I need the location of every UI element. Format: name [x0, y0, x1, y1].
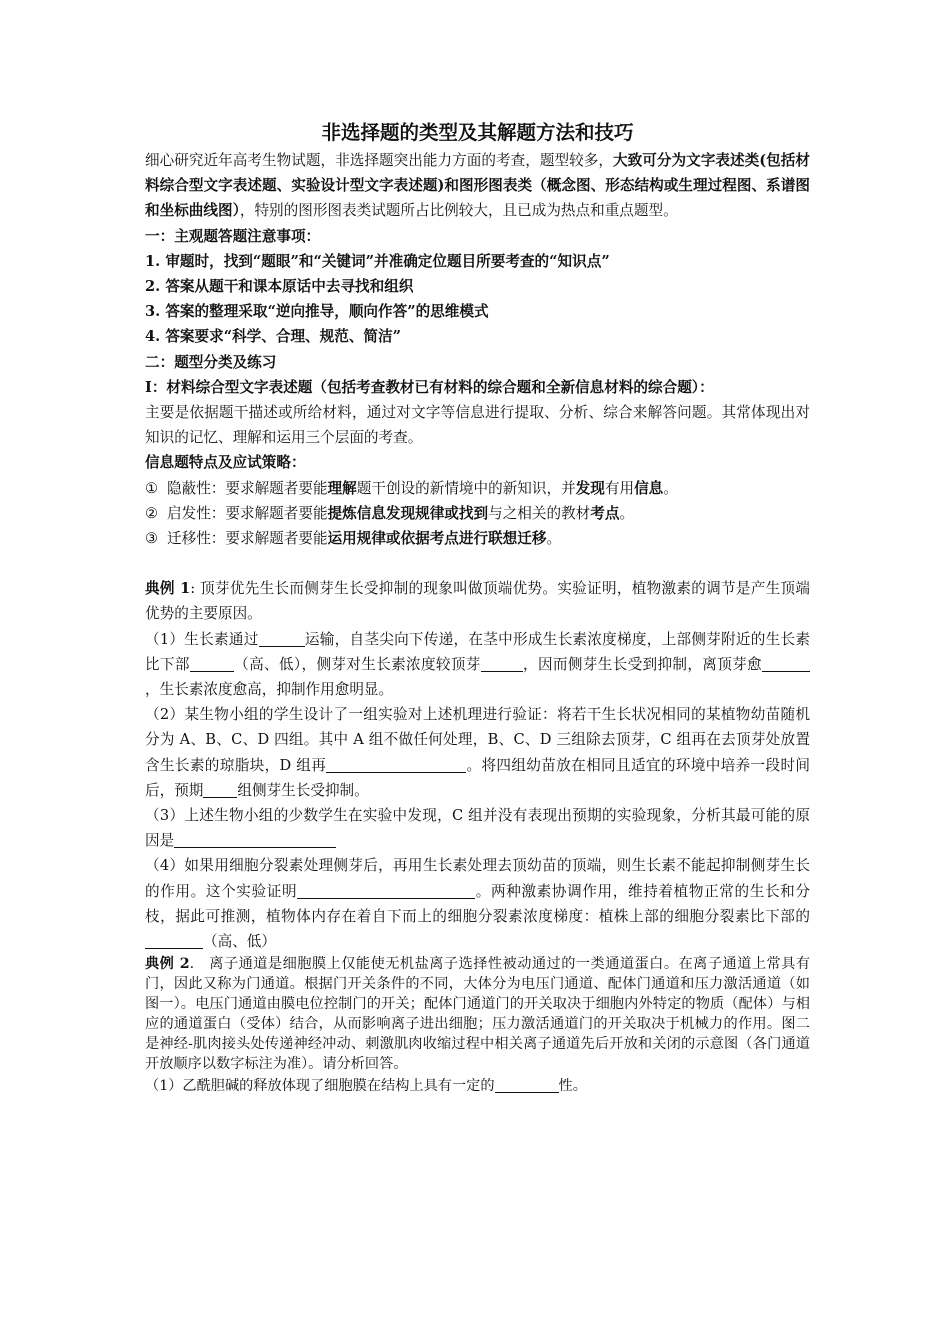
intro-bold-text: 大致可分为文字表述类(包括材料综合型文字表述题、实验设计型文字表述题)和图形图表类（概念图、形态结构或生理过程图、系谱图和坐标曲线图） [145, 152, 811, 220]
answer-blank[interactable] [174, 831, 336, 848]
section1-item-2: 2. 答案从题干和课本原话中去寻找和组织 [145, 278, 414, 296]
answer-blank[interactable] [203, 781, 237, 798]
question-text: （1）生长素通过 [145, 630, 259, 648]
strategy-number: ③ [145, 530, 159, 548]
question-text: 。两种激素协调作用，维持着植物正常的生长和分枝，据此可推测，植物体内存在着自下而上的细胞分裂素浓度梯度：植株上部的细胞分裂素比下部的 [145, 882, 810, 925]
section1-heading: 一：主观题答题注意事项： [145, 227, 321, 245]
question-text: 。将四组幼苗放在相同且适宜的环境中培养一段时间后，预期 [145, 756, 810, 799]
strategy-text: 题干创设的新情境中的新知识，并 [356, 479, 576, 497]
example2-intro [145, 954, 810, 1074]
strategy-text: 隐蔽性：要求解题者要能 [167, 479, 328, 497]
strategy-number: ① [145, 479, 159, 497]
question-text: （3）上述生物小组的少数学生在实验中发现，C 组并没有表现出预期的实验现象，分析其最可能的原因是 [145, 807, 810, 850]
strategy-bold: 运用规律或依据考点进行联想迁移 [327, 530, 547, 548]
answer-blank[interactable] [326, 756, 466, 773]
strategy-text: 。 [619, 504, 635, 522]
answer-blank[interactable] [481, 655, 523, 672]
example1-question-1 [145, 627, 810, 703]
question-text: （2）某生物小组的学生设计了一组实验对上述机理进行验证：将若干生长状况相同的某植物幼苗随机分为 A、B、C、D 四组。其中 A 组不做任何处理，B、C、D 三组除去顶芽，C 组再在去顶芽处放置含生长素的琼脂块，D 组再 [145, 706, 810, 774]
question-text: 运输，自茎尖向下传递，在茎中形成生长素浓度梯度，上部侧芽附近的生长素比下部 [145, 630, 810, 673]
section1-item-3: 3. 答案的整理采取“逆向推导，顺向作答”的思维模式 [145, 303, 489, 321]
strategy-heading: 信息题特点及应试策略： [145, 454, 306, 472]
strategy-item-1 [145, 476, 810, 501]
example2-question-1 [145, 1076, 810, 1096]
example2-label: 典例 2 [145, 956, 190, 973]
strategy-bold: 信息 [634, 479, 664, 497]
answer-blank[interactable] [190, 655, 234, 672]
section2-description: 主要是依据题干描述或所给材料，通过对文字等信息进行提取、分析、综合来解答问题。其常体现出对知识的记忆、理解和运用三个层面的考查。 [145, 404, 810, 447]
strategy-text: 。 [546, 530, 562, 548]
question-text: （4）如果用细胞分裂素处理侧芽后，再用生长素处理去顶幼苗的顶端，则生长素不能起抑制侧芽生长的作用。这个实验证明 [145, 857, 810, 900]
section1-item-1: 1. 审题时，找到“题眼”和“关键词”并准确定位题目所要考查的“知识点” [145, 252, 610, 270]
question-text: 组侧芽生长受抑制。 [237, 781, 369, 799]
spacer [145, 551, 810, 576]
example2-intro-text: . 离子通道是细胞膜上仅能使无机盐离子选择性被动通过的一类通道蛋白。在离子通道上常具有门，因此又称为门通道。根据门开关条件的不同，大体分为电压门通道、配体门通道和压力激活通道（如图一）。电压门通道由膜电位控制门的开关；配体门通道门的开关取决于细胞内外特定的物质（配体）与相应的通道蛋白（受体）结合，从而影响离子进出细胞；压力激活通道门的开关取决于机械力的作用。图二是神经-肌肉接头处传递神经冲动、刺激肌肉收缩过程中相关离子通道先后开放和关闭的示意图（各门通道开放顺序以数字标注为准）。请分析回答。 [145, 956, 811, 1073]
intro-text: 细心研究近年高考生物试题，非选择题突出能力方面的考查，题型较多， [145, 152, 613, 169]
question-text: 性。 [558, 1078, 587, 1095]
answer-blank[interactable] [259, 630, 305, 647]
intro-text-end: ，特别的图形图表类试题所占比例较大，且已成为热点和重点题型。 [239, 202, 678, 220]
example1-intro-text: : 顶芽优先生长而侧芽生长受抑制的现象叫做顶端优势。实验证明，植物激素的调节是产生顶端优势的主要原因。 [145, 580, 810, 623]
example1-intro [145, 576, 810, 626]
question-text: ，生长素浓度愈高，抑制作用愈明显。 [145, 681, 394, 699]
document-page [145, 118, 810, 1096]
strategy-text: 。 [663, 479, 678, 497]
question-text: （高、低） [203, 933, 276, 951]
section2-sub-heading: Ⅰ：材料综合型文字表述题（包括考查教材已有材料的综合题和全新信息材料的综合题）： [145, 378, 714, 396]
section2-heading: 二：题型分类及练习 [145, 353, 277, 371]
example1-question-4 [145, 853, 810, 954]
answer-blank[interactable] [297, 882, 475, 899]
question-text: （1）乙酰胆碱的释放体现了细胞膜在结构上具有一定的 [145, 1078, 495, 1095]
strategy-item-3 [145, 526, 810, 551]
strategy-text: 迁移性：要求解题者要能 [167, 530, 328, 548]
answer-blank[interactable] [495, 1076, 559, 1093]
intro-paragraph [145, 148, 810, 224]
strategy-text: 启发性：要求解题者要能 [167, 504, 328, 522]
page-title: 非选择题的类型及其解题方法和技巧 [321, 121, 634, 144]
strategy-bold: 考点 [590, 504, 620, 522]
question-text: ，因而侧芽生长受到抑制，离顶芽愈 [522, 655, 762, 673]
strategy-item-2 [145, 501, 810, 526]
strategy-bold: 发现 [575, 479, 605, 497]
strategy-text: 有用 [604, 479, 635, 497]
example1-question-2 [145, 702, 810, 803]
question-text: （高、低），侧芽对生长素浓度较顶芽 [233, 655, 481, 673]
strategy-bold: 提炼信息发现规律或找到 [327, 504, 489, 522]
strategy-text: 与之相关的教材 [488, 504, 591, 522]
example1-question-3 [145, 803, 810, 853]
answer-blank[interactable] [145, 932, 203, 949]
answer-blank[interactable] [762, 655, 810, 672]
strategy-number: ② [145, 504, 159, 522]
example1-label: 典例 1 [145, 580, 191, 598]
section1-item-4: 4. 答案要求“科学、合理、规范、简洁” [145, 328, 402, 346]
strategy-bold: 理解 [327, 479, 357, 497]
